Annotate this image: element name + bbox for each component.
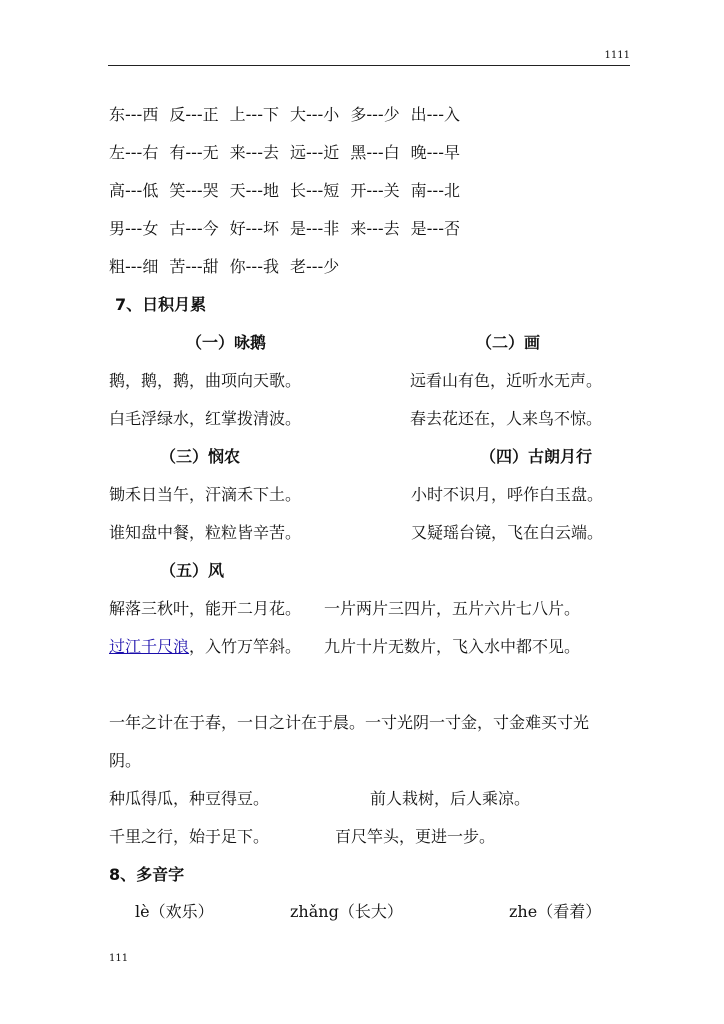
antonym-pair: 开---关 [350,181,400,200]
poem-5-line-2a-rest: ，入竹万竿斜。 [189,637,302,656]
antonym-pair: 有---无 [169,143,219,162]
header-page-number: 1111 [604,50,630,61]
antonym-pair: 天---地 [229,181,279,200]
antonym-pair: 出---入 [410,105,460,124]
antonym-pair: 是---否 [410,219,460,238]
saying-line-2b: 前人栽树，后人乘凉。 [370,789,531,808]
antonym-pair: 是---非 [289,219,340,238]
poem-3-line-1: 锄禾日当午，汗滴禾下土。 [109,485,302,504]
saying-line-2a: 种瓜得瓜，种豆得豆。 [109,789,270,808]
antonym-pair: 反---正 [169,105,219,124]
poem-1-title: （一）咏鹅 [186,333,267,352]
saying-line-1-cont: 阴。 [109,751,142,770]
polyphone-item: lè（欢乐） [135,902,214,921]
antonym-pair: 来---去 [229,143,279,162]
saying-line-3a: 千里之行，始于足下。 [109,827,270,846]
poem-5-line-1b: 一片两片三四片，五片六片七八片。 [324,599,581,618]
saying-line-1: 一年之计在于春，一日之计在于晨。一寸光阴一寸金，寸金难买寸光 [109,713,590,732]
antonym-pair: 好---坏 [229,219,279,238]
poem-4-line-2: 又疑瑶台镜，飞在白云端。 [411,523,604,542]
antonym-pair: 大---小 [289,105,340,124]
poem-1-line-2: 白毛浮绿水，红掌拨清波。 [109,409,302,428]
antonym-pair: 来---去 [350,219,400,238]
footer-page-number: 111 [109,953,129,964]
antonym-pair: 古---今 [169,219,219,238]
antonym-row-4 [109,219,471,239]
poem-1-line-1: 鹅，鹅，鹅，曲项向天歌。 [109,371,302,390]
poem-4-line-1: 小时不识月，呼作白玉盘。 [411,485,604,504]
poem-3-title: （三）悯农 [160,447,241,466]
polyphone-item: zhe（看着） [509,902,602,921]
antonym-pair: 笑---哭 [169,181,219,200]
antonym-pair: 远---近 [289,143,340,162]
antonym-pair: 黑---白 [350,143,400,162]
poem-5-line-1a: 解落三秋叶，能开二月花。 [109,599,302,618]
poem-5-title: （五）风 [160,561,225,580]
antonym-pair: 粗---细 [109,257,159,276]
poem-2-title: （二）画 [476,333,541,352]
poem-2-line-1: 远看山有色，近听水无声。 [410,371,603,390]
antonym-pair: 苦---甜 [169,257,219,276]
antonym-pair: 老---少 [289,257,340,276]
poem-5-line-2a [109,637,301,657]
antonym-pair: 高---低 [109,181,159,200]
poem-2-line-2: 春去花还在，人来鸟不惊。 [410,409,603,428]
section-8-title: 8、多音字 [109,865,185,884]
poem-4-title: （四）古朗月行 [480,447,593,466]
polyphone-item: zhǎng（长大） [290,902,403,921]
antonym-pair: 南---北 [410,181,460,200]
antonym-row-5 [109,257,350,277]
antonym-pair: 多---少 [350,105,400,124]
section-7-title: 7、日积月累 [115,295,207,314]
header-rule [108,65,630,66]
antonym-pair: 东---西 [109,105,159,124]
saying-line-3b: 百尺竿头，更进一步。 [335,827,496,846]
poem-5-line-2b: 九片十片无数片，飞入水中都不见。 [324,637,581,656]
poem-link[interactable]: 过江千尺浪 [109,637,190,656]
antonym-pair: 晚---早 [410,143,460,162]
antonym-row-2 [109,143,471,163]
antonym-pair: 上---下 [229,105,279,124]
poem-3-line-2: 谁知盘中餐，粒粒皆辛苦。 [109,523,302,542]
antonym-pair: 长---短 [289,181,340,200]
antonym-pair: 左---右 [109,143,159,162]
antonym-row-3 [109,181,471,201]
antonym-pair: 男---女 [109,219,159,238]
antonym-pair: 你---我 [229,257,279,276]
antonym-row-1 [109,105,471,125]
